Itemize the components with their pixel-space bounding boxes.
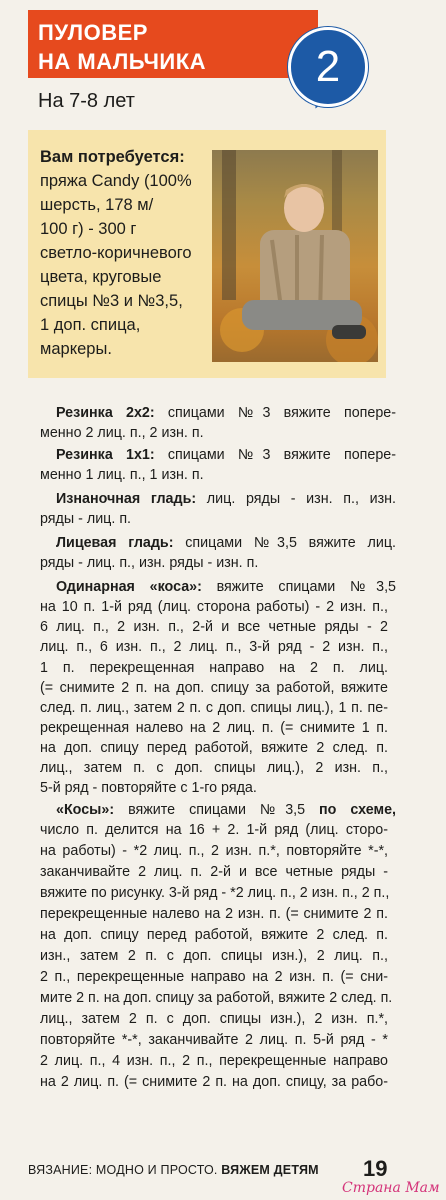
cables-line: заканчивайте 2 лиц. п. 2-й и все четные ряды - bbox=[40, 864, 388, 880]
materials-line: светло-коричневого bbox=[40, 244, 192, 262]
materials-line: шерсть, 178 м/ bbox=[40, 196, 154, 214]
cables-line: изн., затем 2 п. с доп. спицы изн.), 2 лиц. п., bbox=[40, 948, 388, 964]
materials-line: 1 доп. спица, bbox=[40, 316, 141, 334]
rib-2x2-label: Резинка 2x2: bbox=[56, 405, 155, 421]
rib-2x2-text: спицами №3 вяжите попере- bbox=[154, 405, 396, 421]
single-cable-line: 5-й ряд - повторяйте с 1-го ряда. bbox=[40, 780, 257, 796]
reverse-stockinette-paragraph bbox=[48, 490, 396, 509]
single-cable-paragraph bbox=[48, 578, 396, 597]
photo-illustration bbox=[212, 150, 378, 362]
rib-2x2-paragraph bbox=[48, 404, 396, 423]
cables-line: на доп. спицу перед работой, вяжите 2 след. п. bbox=[40, 927, 388, 943]
single-cable-text: вяжите спицами №3,5 bbox=[201, 579, 396, 595]
cables-line: на 2 лиц. п. (= снимите 2 п. на доп. спицу, за рабо- bbox=[40, 1074, 388, 1090]
cables-paragraph bbox=[48, 801, 396, 820]
rib-1x1-text: спицами №3 вяжите попере- bbox=[154, 447, 396, 463]
rib-1x1-paragraph bbox=[48, 446, 396, 465]
single-cable-line: лиц. п., 6 изн. п., 2 лиц. п., 3-й ряд - 2 изн. п., bbox=[40, 639, 388, 655]
materials-line: пряжа Candy (100% bbox=[40, 172, 192, 190]
materials-line: спицы №3 и №3,5, bbox=[40, 292, 183, 310]
cables-line: на работы) - *2 лиц. п., 2 изн. п.*, повторяйте *-*, bbox=[40, 843, 388, 859]
reverse-stockinette-continued: ряды - лиц. п. bbox=[40, 511, 132, 527]
footer-magazine-title bbox=[28, 1163, 319, 1177]
stockinette-continued: ряды - лиц. п., изн. ряды - изн. п. bbox=[40, 555, 259, 571]
reverse-stockinette-label: Изнаночная гладь: bbox=[56, 491, 197, 507]
materials-line: 100 г) - 300 г bbox=[40, 220, 137, 238]
cables-line: мите 2 п. на доп. спицу за работой, вяжите 2 след. п. bbox=[40, 990, 393, 1006]
cables-text: вяжите спицами №3,5 bbox=[114, 802, 320, 818]
single-cable-line: (= снимите 2 п. на доп. спицу за работой, вяжите bbox=[40, 680, 388, 696]
age-subtitle: На 7-8 лет bbox=[38, 90, 135, 112]
rib-1x1-continued: менно 1 лиц. п., 1 изн. п. bbox=[40, 467, 204, 483]
cables-line: перекрещенные налево на 2 изн. п. (= снимите 2 п. bbox=[40, 906, 388, 922]
title-line-2: НА МАЛЬЧИКА bbox=[38, 49, 207, 74]
rib-2x2-continued: менно 2 лиц. п., 2 изн. п. bbox=[40, 425, 204, 441]
single-cable-line: 6 лиц. п., 2 изн. п., 2-й и все четные ряды - 2 bbox=[40, 619, 388, 635]
footer-title-text: ВЯЗАНИЕ: МОДНО И ПРОСТО. bbox=[28, 1163, 222, 1177]
stockinette-label: Лицевая гладь: bbox=[56, 535, 174, 551]
footer-section-title: ВЯЖЕМ ДЕТЯМ bbox=[221, 1163, 319, 1177]
materials-heading: Вам потребуется: bbox=[40, 148, 185, 166]
materials-line: маркеры. bbox=[40, 340, 112, 358]
cables-line: вяжите по рисунку. 3-й ряд - *2 лиц. п., 2 изн. п., 2 п., bbox=[40, 885, 390, 901]
stockinette-paragraph bbox=[48, 534, 396, 553]
cables-bold-text: по схеме, bbox=[319, 802, 396, 818]
single-cable-line: лиц., затем п. с доп. спицы лиц.), 2 изн. п., bbox=[40, 760, 388, 776]
materials-line: цвета, круговые bbox=[40, 268, 162, 286]
cables-label: «Косы»: bbox=[56, 802, 115, 818]
single-cable-line: рекрещенная налево на 2 лиц. п. (= снимите 1 п. bbox=[40, 720, 388, 736]
single-cable-line: на 10 п. 1-й ряд (лиц. сторона работы) - 2 изн. п., bbox=[40, 599, 388, 615]
cables-line: повторяйте *-*, заканчивайте 2 лиц. п. 5-й ряд - * bbox=[40, 1032, 388, 1048]
cables-line: 2 лиц. п., 4 изн. п., 2 п., перекрещенные направо bbox=[40, 1053, 388, 1069]
cables-line: 2 п., перекрещенные направо на 2 изн. п. (= сни- bbox=[40, 969, 388, 985]
single-cable-label: Одинарная «коса»: bbox=[56, 579, 202, 595]
cables-line: число п. делится на 16 + 2. 1-й ряд (лиц. сторо- bbox=[40, 822, 388, 838]
site-watermark: Страна Мам bbox=[342, 1180, 440, 1196]
rib-1x1-label: Резинка 1x1: bbox=[56, 447, 155, 463]
page-number: 19 bbox=[363, 1156, 388, 1181]
single-cable-line: 1 п. перекрещенная направо на 2 п. лиц. bbox=[40, 660, 388, 676]
title-line-1: ПУЛОВЕР bbox=[38, 20, 148, 45]
pattern-number-badge: 2 bbox=[288, 27, 368, 107]
single-cable-line: на доп. спицу перед работой, вяжите 2 след. п. bbox=[40, 740, 388, 756]
cables-line: лиц., затем 2 п. с доп. спицы изн.), 2 изн. п.*, bbox=[40, 1011, 388, 1027]
stockinette-text: спицами №3,5 вяжите лиц. bbox=[173, 535, 396, 551]
boy-in-sweater-photo bbox=[212, 150, 378, 362]
single-cable-line: след. п. лиц., затем 2 п. с доп. спицы лиц.), 1 п. пе- bbox=[40, 700, 388, 716]
reverse-stockinette-text: лиц. ряды - изн. п., изн. bbox=[196, 491, 396, 507]
